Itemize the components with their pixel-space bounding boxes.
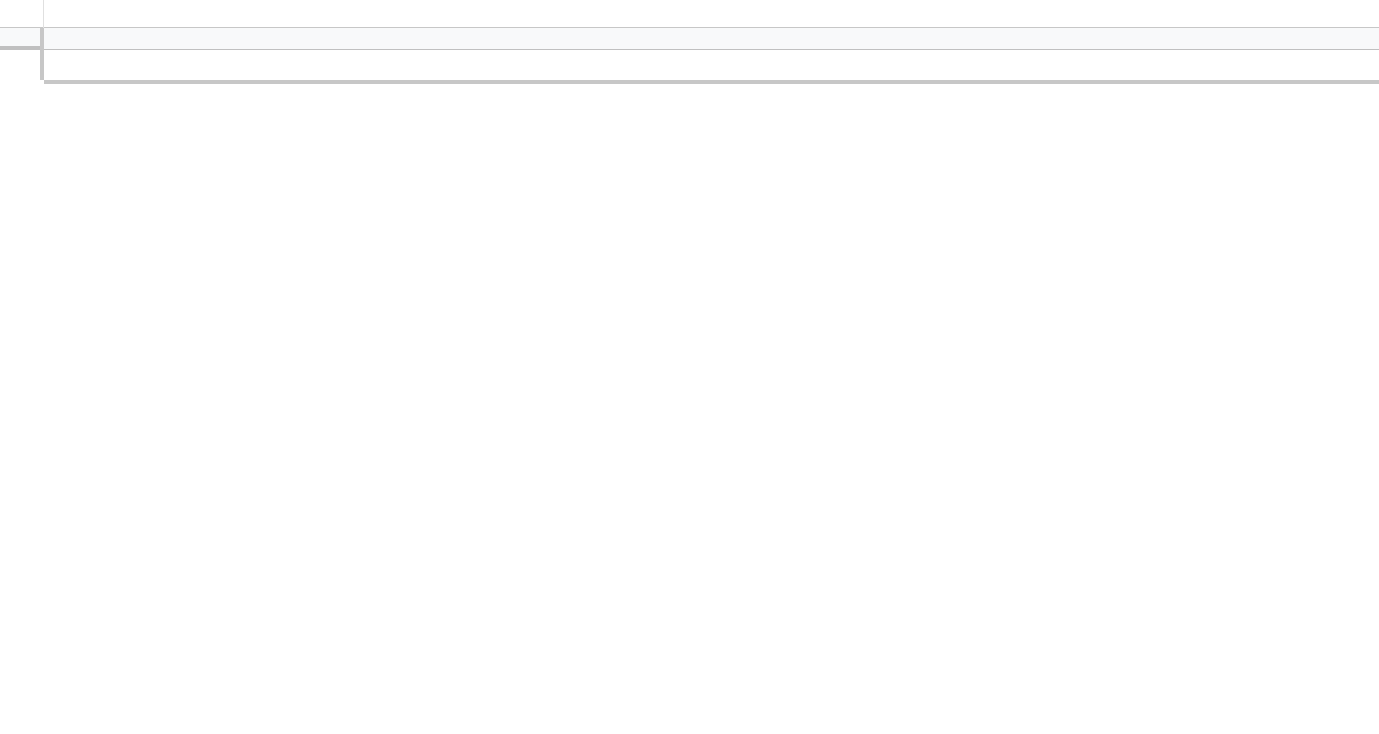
frozen-column-divider[interactable] (40, 28, 44, 80)
fx-icon (0, 0, 44, 28)
column-header-row (0, 28, 1379, 50)
formula-bar (0, 0, 1379, 28)
select-all-corner[interactable] (0, 28, 44, 50)
frozen-row-divider[interactable] (44, 80, 1379, 84)
